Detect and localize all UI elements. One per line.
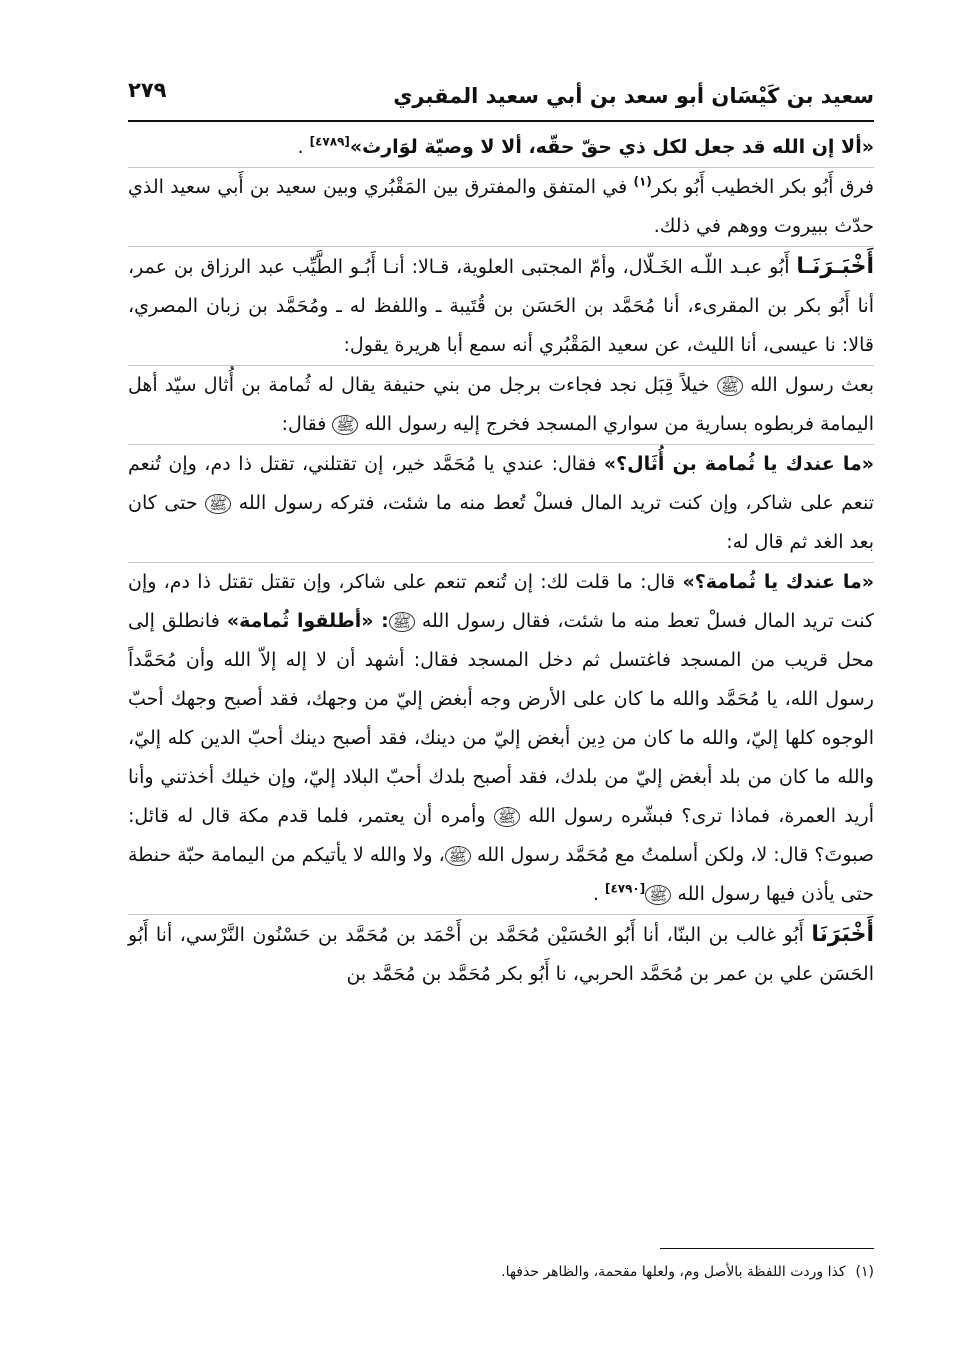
paragraph-text: قال: ما قلت لك: إن تُنعم تنعم على شاكر، وإن تقتل تقتل ذا دم، وإن كنت تريد المال فسلْ تعط منه ما شئت، فقال رسول الله — [128, 571, 874, 632]
paragraph-text: حتى كان بعد الغد ثم قال له: — [128, 492, 874, 553]
page-number: ٢٧٩ — [128, 78, 167, 102]
footnote-divider — [660, 1248, 874, 1249]
paragraph-2 — [128, 168, 874, 247]
paragraph-6 — [128, 563, 874, 915]
paragraph-end: . — [592, 883, 599, 905]
paragraph-text: أَبُو غالب بن البنّا، أنا أَبُو الحُسَيْن مُحَمَّد بن أَحْمَد بن مُحَمَّد بن حَسْنُون النَّرْسي، أنا أَبُو الحَسَن علي بن عمر بن مُحَمَّد الحربي، نا أَبُو بكر مُحَمَّد بن مُحَمَّد بن — [128, 924, 874, 985]
isnad-keyword: أَخْبَرَنَا — [811, 922, 874, 947]
paragraph-text: فقال: — [281, 413, 327, 435]
paragraph-text: وأمره أن يعتمر، فلما قدم مكة قال له قائل: صبوتَ؟ قال: لا، ولكن أسلمتُ مع مُحَمَّد رسول الله — [128, 805, 874, 866]
paragraph-text: بعث رسول الله — [750, 374, 874, 396]
paragraph-5 — [128, 445, 874, 563]
footnote — [128, 1260, 874, 1284]
hadith-ref-number: [٤٧٨٩] — [309, 134, 350, 149]
running-title: سعيد بن كَيْسَان أبو سعد بن أبي سعيد المقبري — [393, 84, 874, 108]
footnote-number: (١) — [855, 1264, 874, 1280]
paragraph-4 — [128, 366, 874, 445]
salla-symbol: ﷺ — [717, 376, 743, 396]
paragraph-text: في المتفق والمفترق بين المَقْبُري وبين سعيد بن أَبي سعيد الذي حدّث ببيروت ووهم في ذلك. — [128, 176, 874, 237]
main-text — [128, 128, 874, 994]
hadith-quote: : «أطلقوا ثُمامة» — [226, 610, 389, 632]
paragraph-7 — [128, 915, 874, 994]
paragraph-text: فرق أَبُو بكر الخطيب أَبُو بكر — [651, 176, 875, 198]
hadith-ref-number: [٤٧٩٠] — [604, 881, 646, 896]
salla-symbol: ﷺ — [389, 612, 415, 632]
paragraph-text: فانطلق إلى محل قريب من المسجد فاغتسل ثم دخل المسجد فقال: أشهد أن لا إله إلاّ الله وأن مُحَمَّداً رسول الله، يا مُحَمَّد والله ما كان على الأرض وجه أبغض إليّ من وجهك، فقد أصبح وجهك أحبّ الوجوه كلها إليّ، والله ما كان من دِين أبغض إليّ من دينك، فقد أصبح دينك أحبّ الدين كله إليّ، والله ما كان من بلد أبغض إليّ من بلدك، فقد أصبح بلدك أحبّ البلاد إليّ، وإن خيلك أخذتني وأنا أريد العمرة، فماذا ترى؟ فبشّره رسول الله — [128, 610, 875, 827]
footnote-text: كذا وردت اللفظة بالأصل وم، ولعلها مقحمة، والظاهر حذفها. — [501, 1264, 846, 1280]
footnote-marker: (١) — [633, 174, 652, 189]
hadith-quote: «ما عندك يا ثُمامة؟» — [682, 571, 875, 593]
paragraph-text: خيلاً قِبَل نجد فجاءت برجل من بني حنيفة يقال له ثُمامة بن أُثال سيّد أهل اليمامة فربطوه بسارية من سواري المسجد فخرج إليه رسول الله — [128, 374, 874, 435]
isnad-keyword: أَخْبَـرَنَـا — [796, 254, 874, 279]
salla-symbol: ﷺ — [494, 807, 520, 827]
paragraph-text: فقال: عندي يا مُحَمَّد خير، إن تقتلني، تقتل ذا دم، وإن تُنعم تنعم على شاكر، وإن كنت تريد المال فسلْ تُعط منه ما شئت، فتركه رسول الله — [128, 453, 874, 514]
paragraph-end: . — [297, 136, 304, 158]
salla-symbol: ﷺ — [445, 846, 471, 866]
paragraph-3 — [128, 247, 874, 366]
page-header — [128, 76, 874, 116]
salla-symbol: ﷺ — [645, 885, 671, 905]
hadith-quote: «ما عندك يا ثُمامة بن أُثَال؟» — [603, 453, 875, 475]
paragraph-1 — [128, 128, 874, 168]
paragraph-text: أَبُو عبـد اللّـه الخَـلّال، وأمّ المجتبى العلوية، قـالا: أنـا أَبُـو الطَّيِّب عبد الرزاق بن عمر، أنا أَبُو بكر بن المقرىء، أنا مُحَمَّد بن الحَسَن بن قُتَيبة ـ واللفظ له ـ ومُحَمَّد بن زبان المصري، قالا: نا عيسى، أنا الليث، عن سعيد المَقْبُري أنه سمع أبا هريرة يقول: — [128, 256, 874, 356]
salla-symbol: ﷺ — [205, 494, 231, 514]
hadith-quote: «ألا إن الله قد جعل لكل ذي حقّ حقّه، ألا لا وصيّة لوَارث» — [349, 136, 874, 158]
paragraph-text: ، ولا والله لا يأتيكم من اليمامة حبّة حنطة حتى يأذن فيها رسول الله — [128, 844, 874, 905]
header-divider — [128, 120, 874, 122]
salla-symbol: ﷺ — [332, 415, 358, 435]
